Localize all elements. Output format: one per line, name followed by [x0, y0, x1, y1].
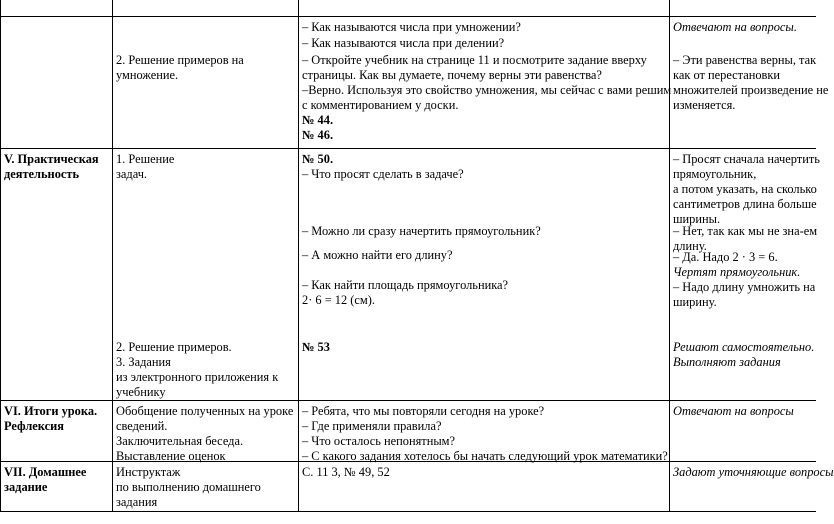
exercise-number: № 44. [302, 113, 334, 127]
row-divider-practice [0, 148, 816, 149]
teacher-line: С. 11 3, № 49, 52 [302, 465, 390, 479]
content-line: Обобщение полученных на уроке [116, 404, 294, 418]
exercise-number: № 50. [302, 152, 334, 166]
teacher-line: – Что осталось непонятным? [302, 434, 456, 448]
students-line: Чертят прямоугольник. [673, 265, 801, 279]
content-line: умножение. [116, 68, 179, 82]
teacher-line: с комментированием у доски. [302, 98, 459, 112]
students-line: Решают самостоятельно. [673, 340, 815, 354]
students-line: длину. [673, 239, 707, 253]
table-border-left [0, 0, 1, 512]
content-line: из электронного приложения к [116, 370, 279, 384]
teacher-line: – Откройте учебник на странице 11 и посмотрите задание вверху [302, 53, 647, 67]
content-line: 1. Решение [116, 152, 175, 166]
teacher-line: – Где применяли правила? [302, 419, 442, 433]
table-border-bottom [0, 511, 816, 512]
teacher-line: – А можно найти его длину? [302, 248, 453, 262]
content-line: задания [116, 495, 158, 509]
students-line: Отвечают на вопросы. [673, 20, 797, 34]
students-line: – Да. Надо 2 · 3 = 6. [673, 250, 778, 264]
column-divider-2 [298, 0, 299, 512]
stage-title: задание [4, 480, 48, 494]
stage-title: V. Практическая [4, 152, 99, 166]
students-line: как от перестановки [673, 68, 781, 82]
stage-title: VI. Итоги урока. [4, 404, 98, 418]
students-line: сантиметров длина больше [673, 197, 817, 211]
students-line: Отвечают на вопросы [673, 404, 794, 418]
stage-title: VII. Домашнее [4, 465, 87, 479]
content-line: учебнику [116, 385, 166, 399]
teacher-line: – Как найти площадь прямоугольника? [302, 278, 509, 292]
teacher-line: – С какого задания хотелось бы начать следующий урок математики? [302, 449, 668, 463]
teacher-line: – Ребята, что мы повторяли сегодня на уроке? [302, 404, 545, 418]
stage-title: Рефлексия [4, 419, 64, 433]
students-line: изменяется. [673, 98, 736, 112]
content-line: Заключительная беседа. [116, 434, 244, 448]
teacher-line: – Что просят сделать в задаче? [302, 167, 464, 181]
teacher-line: страницы. Как вы думаете, почему верны эти равенства? [302, 68, 602, 82]
students-line: ширины. [673, 212, 721, 226]
students-line: – Просят сначала начертить [673, 152, 820, 166]
content-line: 2. Решение примеров на [116, 53, 244, 67]
teacher-line: – Можно ли сразу начертить прямоугольник? [302, 224, 541, 238]
students-line: множителей произведение не [673, 83, 829, 97]
students-line: прямоугольник, [673, 167, 757, 181]
content-line: 3. Задания [116, 355, 171, 369]
column-divider-3 [669, 0, 670, 512]
teacher-line: 2· 6 = 12 (см). [302, 293, 375, 307]
students-line: Задают уточняющие вопросы [673, 465, 834, 479]
exercise-number: № 53 [302, 340, 330, 354]
teacher-line: – Как называются числа при умножении? [302, 20, 521, 34]
content-line: Выставление оценок [116, 449, 226, 463]
teacher-line: –Верно. Используя это свойство умножения, мы сейчас с вами решим [302, 83, 672, 97]
students-line: ширину. [673, 295, 717, 309]
content-line: Инструктаж [116, 465, 181, 479]
exercise-number: № 46. [302, 128, 334, 142]
content-line: по выполнению домашнего [116, 480, 261, 494]
stage-title: деятельность [4, 167, 80, 181]
column-divider-1 [112, 0, 113, 512]
students-line: а потом указать, на сколько [673, 182, 817, 196]
students-line: – Надо длину умножить на [673, 280, 816, 294]
content-line: сведений. [116, 419, 168, 433]
row-divider-top [0, 16, 816, 17]
students-line: – Эти равенства верны, так [673, 53, 817, 67]
content-line: задач. [116, 167, 148, 181]
students-line: Выполняют задания [673, 355, 781, 369]
content-line: 2. Решение примеров. [116, 340, 232, 354]
students-line: – Нет, так как мы не зна-ем [673, 224, 818, 238]
teacher-line: – Как называются числа при делении? [302, 36, 505, 50]
